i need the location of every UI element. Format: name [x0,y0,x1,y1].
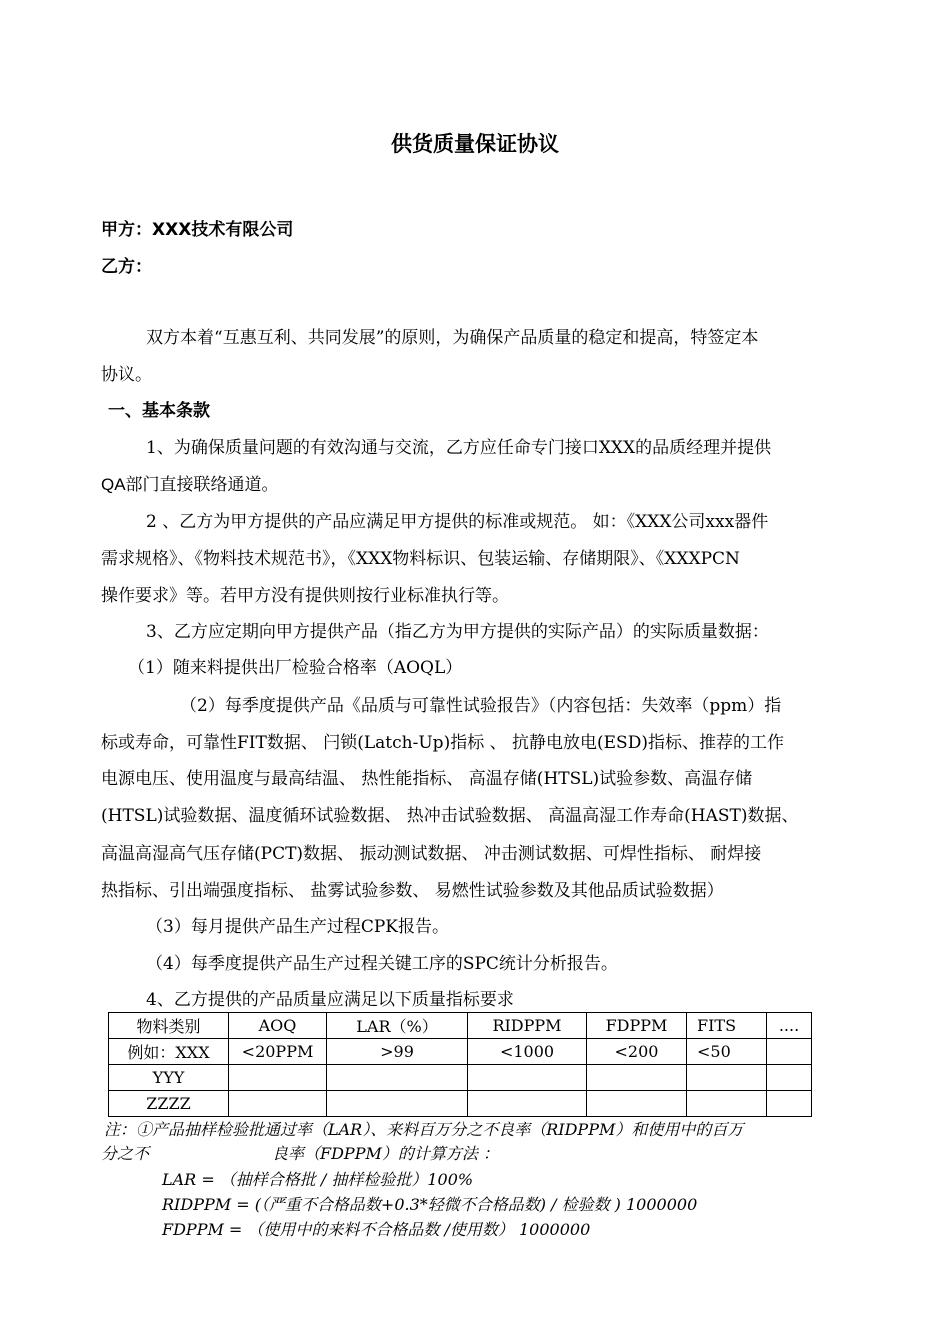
table-header-cell: .... [767,1013,812,1039]
table-cell [767,1065,812,1091]
table-header-cell: FITS [687,1013,767,1039]
table-header-cell: RIDPPM [468,1013,587,1039]
table-header-cell: AOQ [229,1013,327,1039]
quality-indicator-table [108,1012,812,1117]
table-header-cell: 物料类别 [109,1013,229,1039]
intro-line-1: 双方本着“互惠互利、共同发展”的原则，为确保产品质量的稳定和提高，特签定本 [146,328,759,348]
table-row [109,1091,812,1117]
table-cell [229,1091,327,1117]
table-cell: <50 [687,1039,767,1065]
table-cell [468,1091,587,1117]
table-cell [767,1039,812,1065]
table-cell [468,1065,587,1091]
clause-2-line-3: 操作要求》等。若甲方没有提供则按行业标准执行等。 [101,586,509,606]
table-cell [687,1091,767,1117]
clause-3-item-4: （4）每季度提供产品生产过程关键工序的SPC统计分析报告。 [146,954,618,974]
clause-3-item-2-line-5: 高温高湿高气压存储(PCT)数据、 振动测试数据、 冲击测试数据、可焊性指标、 耐焊接 [101,844,762,864]
table-row [109,1039,812,1065]
clause-1-line-2: QA部门直接联络通道。 [101,475,279,494]
table-header-cell: FDPPM [587,1013,687,1039]
table-header-cell: LAR（%） [327,1013,468,1039]
clause-3-item-1: （1）随来料提供出厂检验合格率（AOQL） [128,658,463,678]
table-cell: YYY [109,1065,229,1091]
clause-2-line-1: 2 、乙方为甲方提供的产品应满足甲方提供的标准或规范。 如：《XXX公司xxx器件 [146,512,769,532]
clause-3-line-1: 3、乙方应定期向甲方提供产品（指乙方为甲方提供的实际产品）的实际质量数据： [146,622,769,642]
note-line-2a: 分之不 [101,1144,150,1163]
table-cell: >99 [327,1039,468,1065]
clause-3-item-2-line-4: (HTSL)试验数据、温度循环试验数据、 热冲击试验数据、 高温高湿工作寿命(HAST)数据、 [101,806,799,826]
intro-line-2: 协议。 [101,365,152,385]
clause-3-item-2-line-6: 热指标、引出端强度指标、 盐雾试验参数、 易燃性试验参数及其他品质试验数据） [101,881,724,901]
table-cell [587,1065,687,1091]
note-line-2b: 良率（FDPPM）的计算方法 ： [272,1144,499,1163]
clause-3-item-2-line-3: 电源电压、使用温度与最高结温、 热性能指标、 高温存储(HTSL)试验参数、高温存储 [101,769,753,789]
party-b: 乙方： [101,257,152,277]
table-row [109,1065,812,1091]
table-cell: ZZZZ [109,1091,229,1117]
table-cell [327,1065,468,1091]
formula-fdppm: FDPPM = （使用中的来料不合格品数 /使用数） 1000000 [162,1220,591,1239]
clause-1-line-1: 1、为确保质量问题的有效沟通与交流，乙方应任命专门接口XXX的品质经理并提供 [146,438,772,458]
table-cell: <20PPM [229,1039,327,1065]
table-header-row [109,1013,812,1039]
clause-4-line: 4、乙方提供的产品质量应满足以下质量指标要求 [146,990,514,1010]
document-title: 供货质量保证协议 [391,132,559,156]
table-cell [587,1091,687,1117]
clause-3-item-2-line-2: 标或寿命，可靠性FIT数据、 闩锁(Latch-Up)指标 、 抗静电放电(ESD)指标、推荐的工作 [101,733,784,753]
section-heading-basic-terms: 一、基本条款 [108,401,210,421]
table-cell: <1000 [468,1039,587,1065]
clause-2-line-2: 需求规格》、《物料技术规范书》，《XXX物料标识、包装运输、存储期限》、《XXXPCN [101,549,740,569]
table-cell [229,1065,327,1091]
clause-3-item-2-line-1: （2）每季度提供产品《品质与可靠性试验报告》（内容包括：失效率（ppm）指 [180,696,782,716]
table-cell: 例如：XXX [109,1039,229,1065]
party-a: 甲方：XXX技术有限公司 [101,220,294,240]
table-cell [687,1065,767,1091]
formula-lar: LAR = （抽样合格批 / 抽样检验批）100% [162,1170,474,1189]
table-cell [327,1091,468,1117]
formula-ridppm: RIDPPM = (（严重不合格品数+0.3*轻微不合格品数) / 检验数 ) 1000000 [162,1195,698,1214]
clause-3-item-3: （3）每月提供产品生产过程CPK报告。 [146,917,449,937]
table-cell: <200 [587,1039,687,1065]
table-cell [767,1091,812,1117]
note-line-1: 注：①产品抽样检验批通过率（LAR）、来料百万分之不良率（RIDPPM）和使用中的百万 [104,1120,744,1139]
